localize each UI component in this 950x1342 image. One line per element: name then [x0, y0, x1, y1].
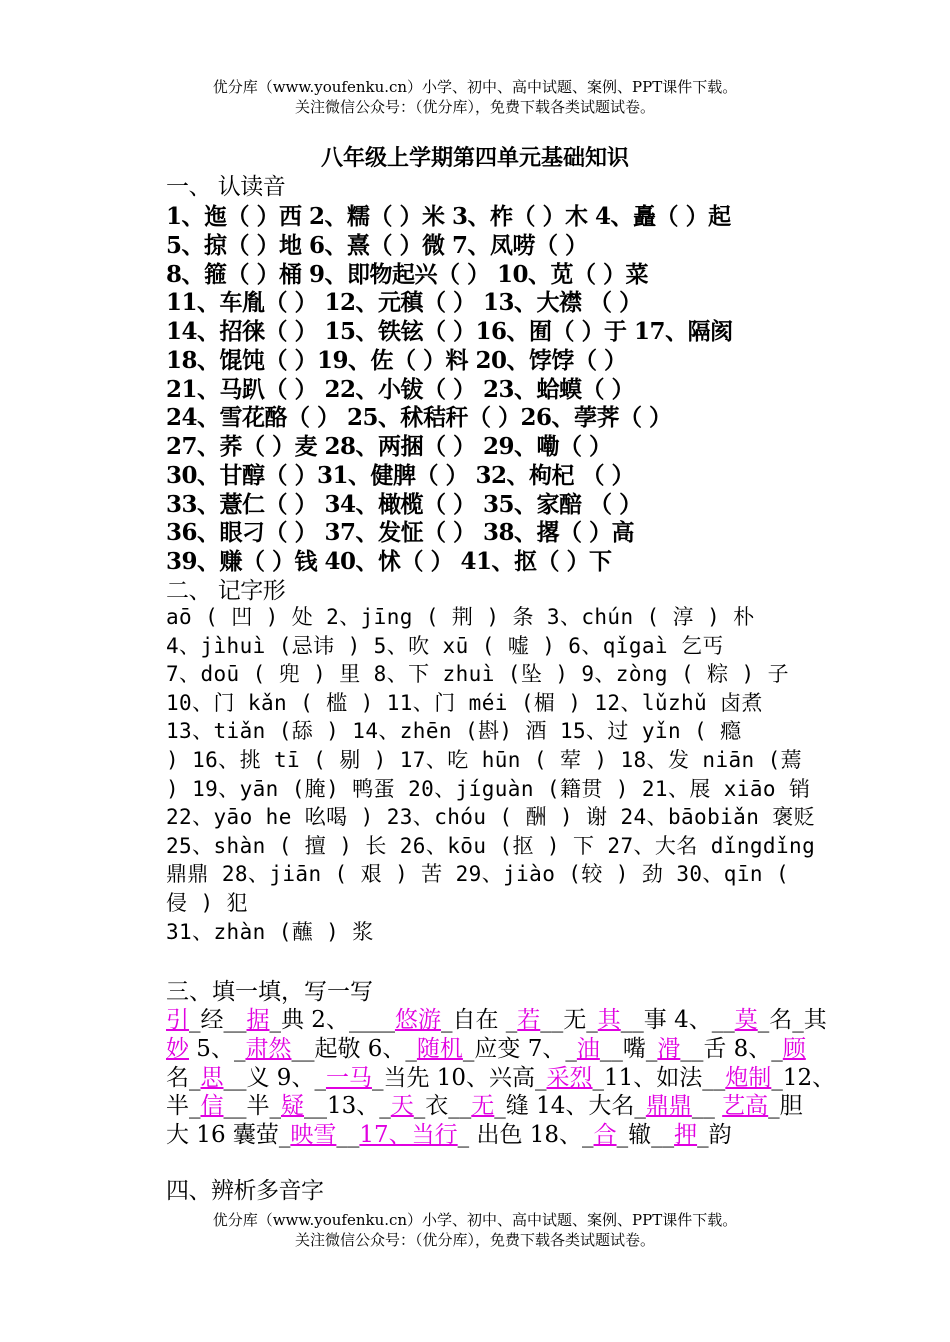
character-form-line: 7、doū ( 兜 ) 里 8、下 zhuì (坠 ) 9、zòng ( 粽 ) 子	[166, 662, 790, 687]
answer-text: 顾	[782, 1035, 806, 1062]
prompt-text: 5、_	[189, 1035, 246, 1062]
character-form-line: ) 19、yān (腌) 鸭蛋 20、jíguàn (籍贯 ) 21、展 xiāo 销	[166, 776, 811, 801]
answer-text: 炮制	[725, 1064, 772, 1091]
footer-line-2: 关注微信公众号：（优分库），免费下载各类试题试卷。	[294, 1231, 655, 1249]
character-form-line: aō ( 凹 ) 处 2、jīng ( 荆 ) 条 3、chún ( 淳 ) 朴	[166, 605, 755, 629]
answer-text: 鼎鼎	[645, 1093, 692, 1120]
prompt-text: _当先 10、兴高_	[371, 1064, 547, 1091]
character-form-line: 侵 ) 犯	[166, 891, 248, 915]
character-form-line: 25、shàn ( 擅 ) 长 26、kōu (抠 ) 下 27、大名 dǐngdǐng	[166, 833, 816, 858]
answer-text: 肃然	[245, 1035, 292, 1062]
reading-line: 36、眼刁（ ） 37、发怔（ ） 38、撂（ ）高	[166, 519, 635, 547]
answer-text: 17、当行	[359, 1122, 458, 1149]
prompt-text: __半_	[223, 1093, 281, 1120]
answer-text: 妙	[166, 1035, 189, 1062]
reading-line: 5、掠（ ）地 6、熹（ ）微 7、凤唠（ ）	[166, 231, 588, 259]
prompt-text: _应变 7、_	[462, 1035, 577, 1062]
prompt-text: _典 2、____	[269, 1007, 395, 1033]
prompt-text: _名_其	[757, 1007, 827, 1033]
reading-line: 18、馄饨（ ）19、佐（ ）料 20、饽饽（ ）	[166, 346, 627, 374]
prompt-text: _12、	[771, 1064, 836, 1091]
prompt-text: __舌 8、_	[680, 1035, 783, 1062]
answer-text: 悠游	[394, 1007, 441, 1033]
reading-line: 30、甘醇（ ）31、健脾（ ） 32、枸杞 （ ）	[166, 461, 635, 489]
prompt-text: _11、如法__	[592, 1064, 726, 1091]
character-form-line: 13、tiǎn (舔 ) 14、zhēn (斟) 酒 15、过 yǐn ( 瘾	[166, 719, 742, 744]
prompt-text: _缝 14、大名_	[494, 1093, 646, 1120]
reading-line: 27、荞（ ）麦 28、两捆（ ） 29、嘞（ ）	[166, 433, 612, 460]
prompt-text: __起敬 6、_	[291, 1035, 417, 1062]
prompt-text: __	[691, 1093, 723, 1120]
footer-line-1: 优分库（www.youfenku.cn）小学、初中、高中试题、案例、PPT课件下载。	[212, 1211, 738, 1229]
section-polyphone-heading: 四、辨析多音字	[166, 1178, 324, 1204]
prompt-text: _ 出色 18、_	[457, 1122, 594, 1149]
answer-text: 其	[597, 1007, 621, 1033]
reading-line: 11、车胤（ ） 12、元稹（ ） 13、大襟 （ ）	[166, 289, 642, 317]
answer-text: 艺高	[722, 1093, 769, 1120]
prompt-text: __13、_	[304, 1093, 391, 1120]
prompt-text: _衣__	[413, 1093, 472, 1120]
prompt-text: __无_	[540, 1007, 598, 1033]
answer-text: 油	[576, 1035, 600, 1062]
character-form-line: 4、jìhuì (忌讳 ) 5、吹 xū ( 嘘 ) 6、qǐgaì 乞丐	[166, 633, 724, 658]
answer-text: 天	[390, 1093, 414, 1120]
prompt-text: _经__	[189, 1007, 247, 1033]
page-title: 八年级上学期第四单元基础知识	[320, 145, 629, 171]
prompt-text: 半_	[166, 1093, 201, 1120]
answer-text: 合	[593, 1122, 617, 1149]
answer-text: 若	[517, 1007, 541, 1033]
answer-text: 一马	[325, 1064, 372, 1091]
prompt-text: __	[336, 1122, 360, 1149]
answer-text: 据	[246, 1007, 270, 1033]
prompt-text: _自在 _	[440, 1007, 518, 1033]
prompt-text: __义 9、_	[223, 1064, 326, 1091]
section-fill-in-heading: 三、填一填，写一写	[166, 979, 373, 1005]
answer-text: 滑	[657, 1035, 681, 1062]
reading-line: 24、雪花酪（ ） 25、秫秸秆（ ）26、荸荠（ ）	[166, 404, 672, 432]
prompt-text: _辙__	[616, 1122, 675, 1149]
header-line-1: 优分库（www.youfenku.cn）小学、初中、高中试题、案例、PPT课件下载。	[212, 78, 738, 96]
section-reading-heading: 一、 认读音	[166, 174, 286, 200]
prompt-text: _胆	[768, 1093, 803, 1120]
reading-line: 21、马趴（ ） 22、小钹（ ） 23、蛤蟆（ ）	[166, 375, 635, 403]
character-form-line: 22、yāo he 吆喝 ) 23、chóu ( 酬 ) 谢 24、bāobiǎn 褒贬	[166, 805, 816, 830]
section-character-forms-heading: 二、 记字形	[166, 578, 286, 604]
answer-text: 思	[200, 1064, 224, 1091]
answer-text: 映雪	[290, 1122, 337, 1149]
reading-line: 39、赚（ ）钱 40、怵（ ） 41、抠（ ）下	[166, 548, 612, 575]
reading-line: 1、迤（ ）西 2、糯（ ）米 3、柞（ ）木 4、矗（ ）起	[166, 203, 731, 230]
character-form-line: 31、zhàn (蘸 ) 浆	[166, 919, 374, 944]
prompt-text: 名_	[166, 1064, 201, 1091]
header-line-2: 关注微信公众号：（优分库），免费下载各类试题试卷。	[294, 98, 655, 116]
prompt-text: __事 4、__	[620, 1007, 735, 1033]
answer-text: 引	[166, 1007, 189, 1033]
answer-text: 采烈	[546, 1064, 593, 1091]
reading-line: 14、招徕（ ） 15、铁铉（ ）16、囿（ ）于 17、隔阂	[166, 318, 733, 345]
answer-text: 随机	[416, 1035, 463, 1062]
fill-in-line	[166, 1116, 732, 1149]
prompt-text: _韵	[697, 1122, 732, 1149]
answer-text: 无	[471, 1093, 495, 1120]
answer-text: 押	[674, 1122, 698, 1149]
answer-text: 莫	[734, 1007, 758, 1033]
answer-text: 信	[200, 1093, 224, 1120]
reading-line: 8、箍（ ）桶 9、即物起兴（ ） 10、苋（ ）菜	[166, 260, 649, 288]
answer-text: 疑	[281, 1093, 304, 1120]
character-form-line: ) 16、挑 tī ( 剔 ) 17、吃 hūn ( 荤 ) 18、发 niān (蔫	[166, 748, 803, 772]
prompt-text: __嘴_	[599, 1035, 658, 1062]
prompt-text: 大 16 囊萤_	[166, 1122, 291, 1149]
character-form-line: 10、门 kǎn ( 槛 ) 11、门 méi (楣 ) 12、lǔzhǔ 卤煮	[166, 690, 763, 715]
reading-line: 33、薏仁（ ） 34、橄榄（ ） 35、家醅 （ ）	[166, 490, 642, 518]
character-form-line: 鼎鼎 28、jiān ( 艰 ) 苦 29、jiào (较 ) 劲 30、qīn (	[166, 862, 790, 887]
